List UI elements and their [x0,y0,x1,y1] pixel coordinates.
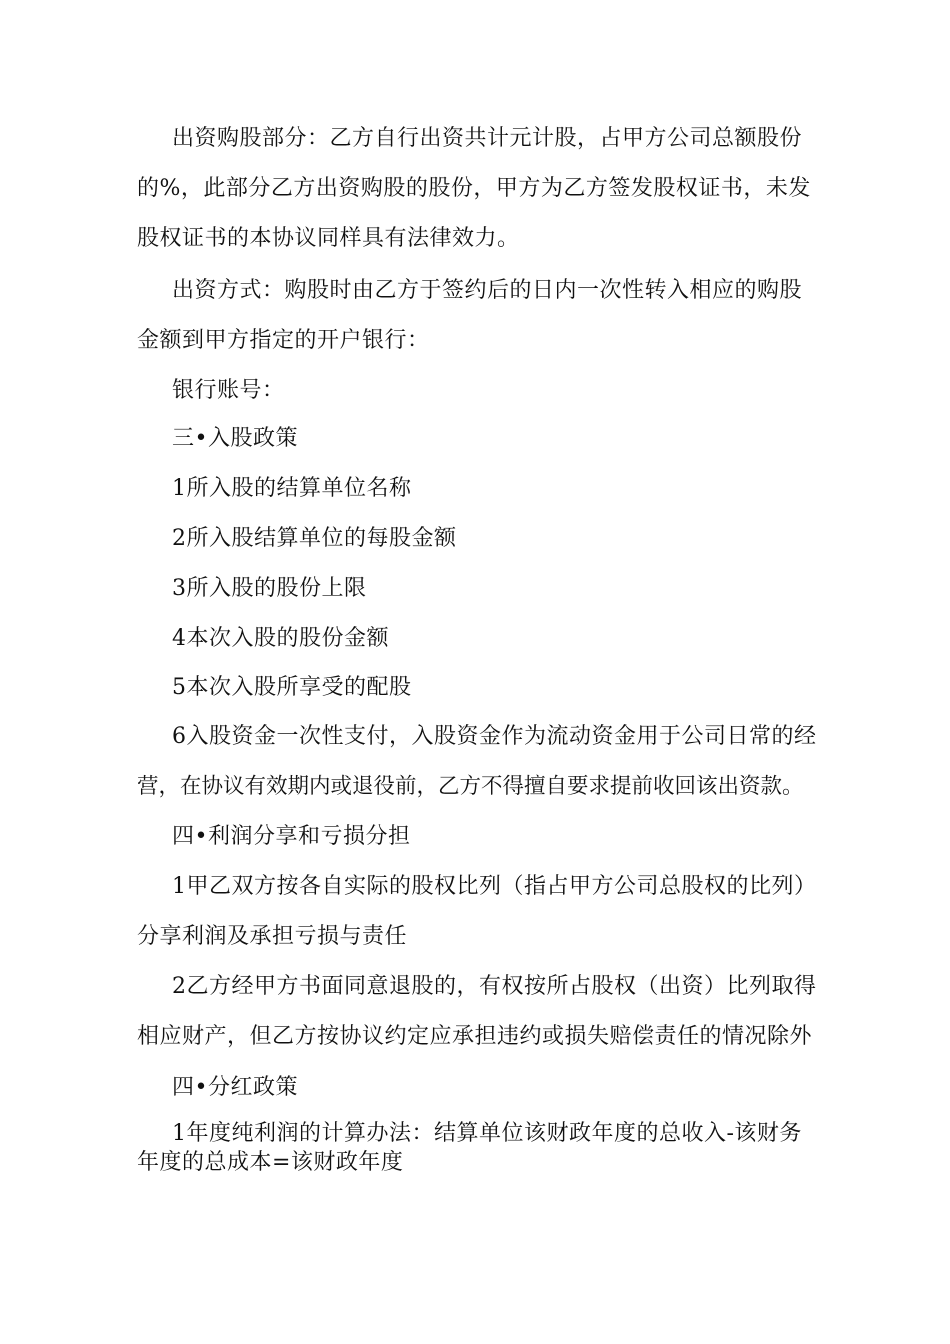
section-heading: 四•利润分享和亏损分担 [172,824,411,849]
list-item: 1甲乙双方按各自实际的股权比列（指占甲方公司总股权的比列） [172,874,817,899]
paragraph-line: 营，在协议有效期内或退役前，乙方不得擅自要求提前收回该出资款。 [137,774,804,799]
section-heading: 三•入股政策 [172,426,298,451]
paragraph-line: 出资方式：购股时由乙方于签约后的日内一次性转入相应的购股 [172,278,803,303]
list-item: 1年度纯利润的计算办法：结算单位该财政年度的总收入-该财务 [172,1121,802,1146]
paragraph-line: 的%，此部分乙方出资购股的股份，甲方为乙方签发股权证书，未发 [137,176,811,201]
paragraph-line: 相应财产，但乙方按协议约定应承担违约或损失赔偿责任的情况除外 [137,1024,813,1049]
list-item: 5本次入股所享受的配股 [172,675,412,700]
paragraph-line: 出资购股部分：乙方自行出资共计元计股，占甲方公司总额股份 [172,126,803,151]
list-item: 4本次入股的股份金额 [172,626,389,651]
list-item: 2乙方经甲方书面同意退股的，有权按所占股权（出资）比列取得 [172,974,817,999]
list-item: 6入股资金一次性支付，入股资金作为流动资金用于公司日常的经 [172,724,817,749]
paragraph-line: 股权证书的本协议同样具有法律效力。 [137,226,520,251]
paragraph-line: 金额到甲方指定的开户银行： [137,328,430,353]
section-heading: 四•分红政策 [172,1075,298,1100]
paragraph-line: 分享利润及承担亏损与责任 [137,924,408,949]
list-item: 3所入股的股份上限 [172,576,367,601]
paragraph-line: 年度的总成本=该财政年度 [137,1150,404,1175]
list-item: 1所入股的结算单位名称 [172,476,412,501]
paragraph-line: 银行账号： [172,378,285,403]
list-item: 2所入股结算单位的每股金额 [172,526,457,551]
